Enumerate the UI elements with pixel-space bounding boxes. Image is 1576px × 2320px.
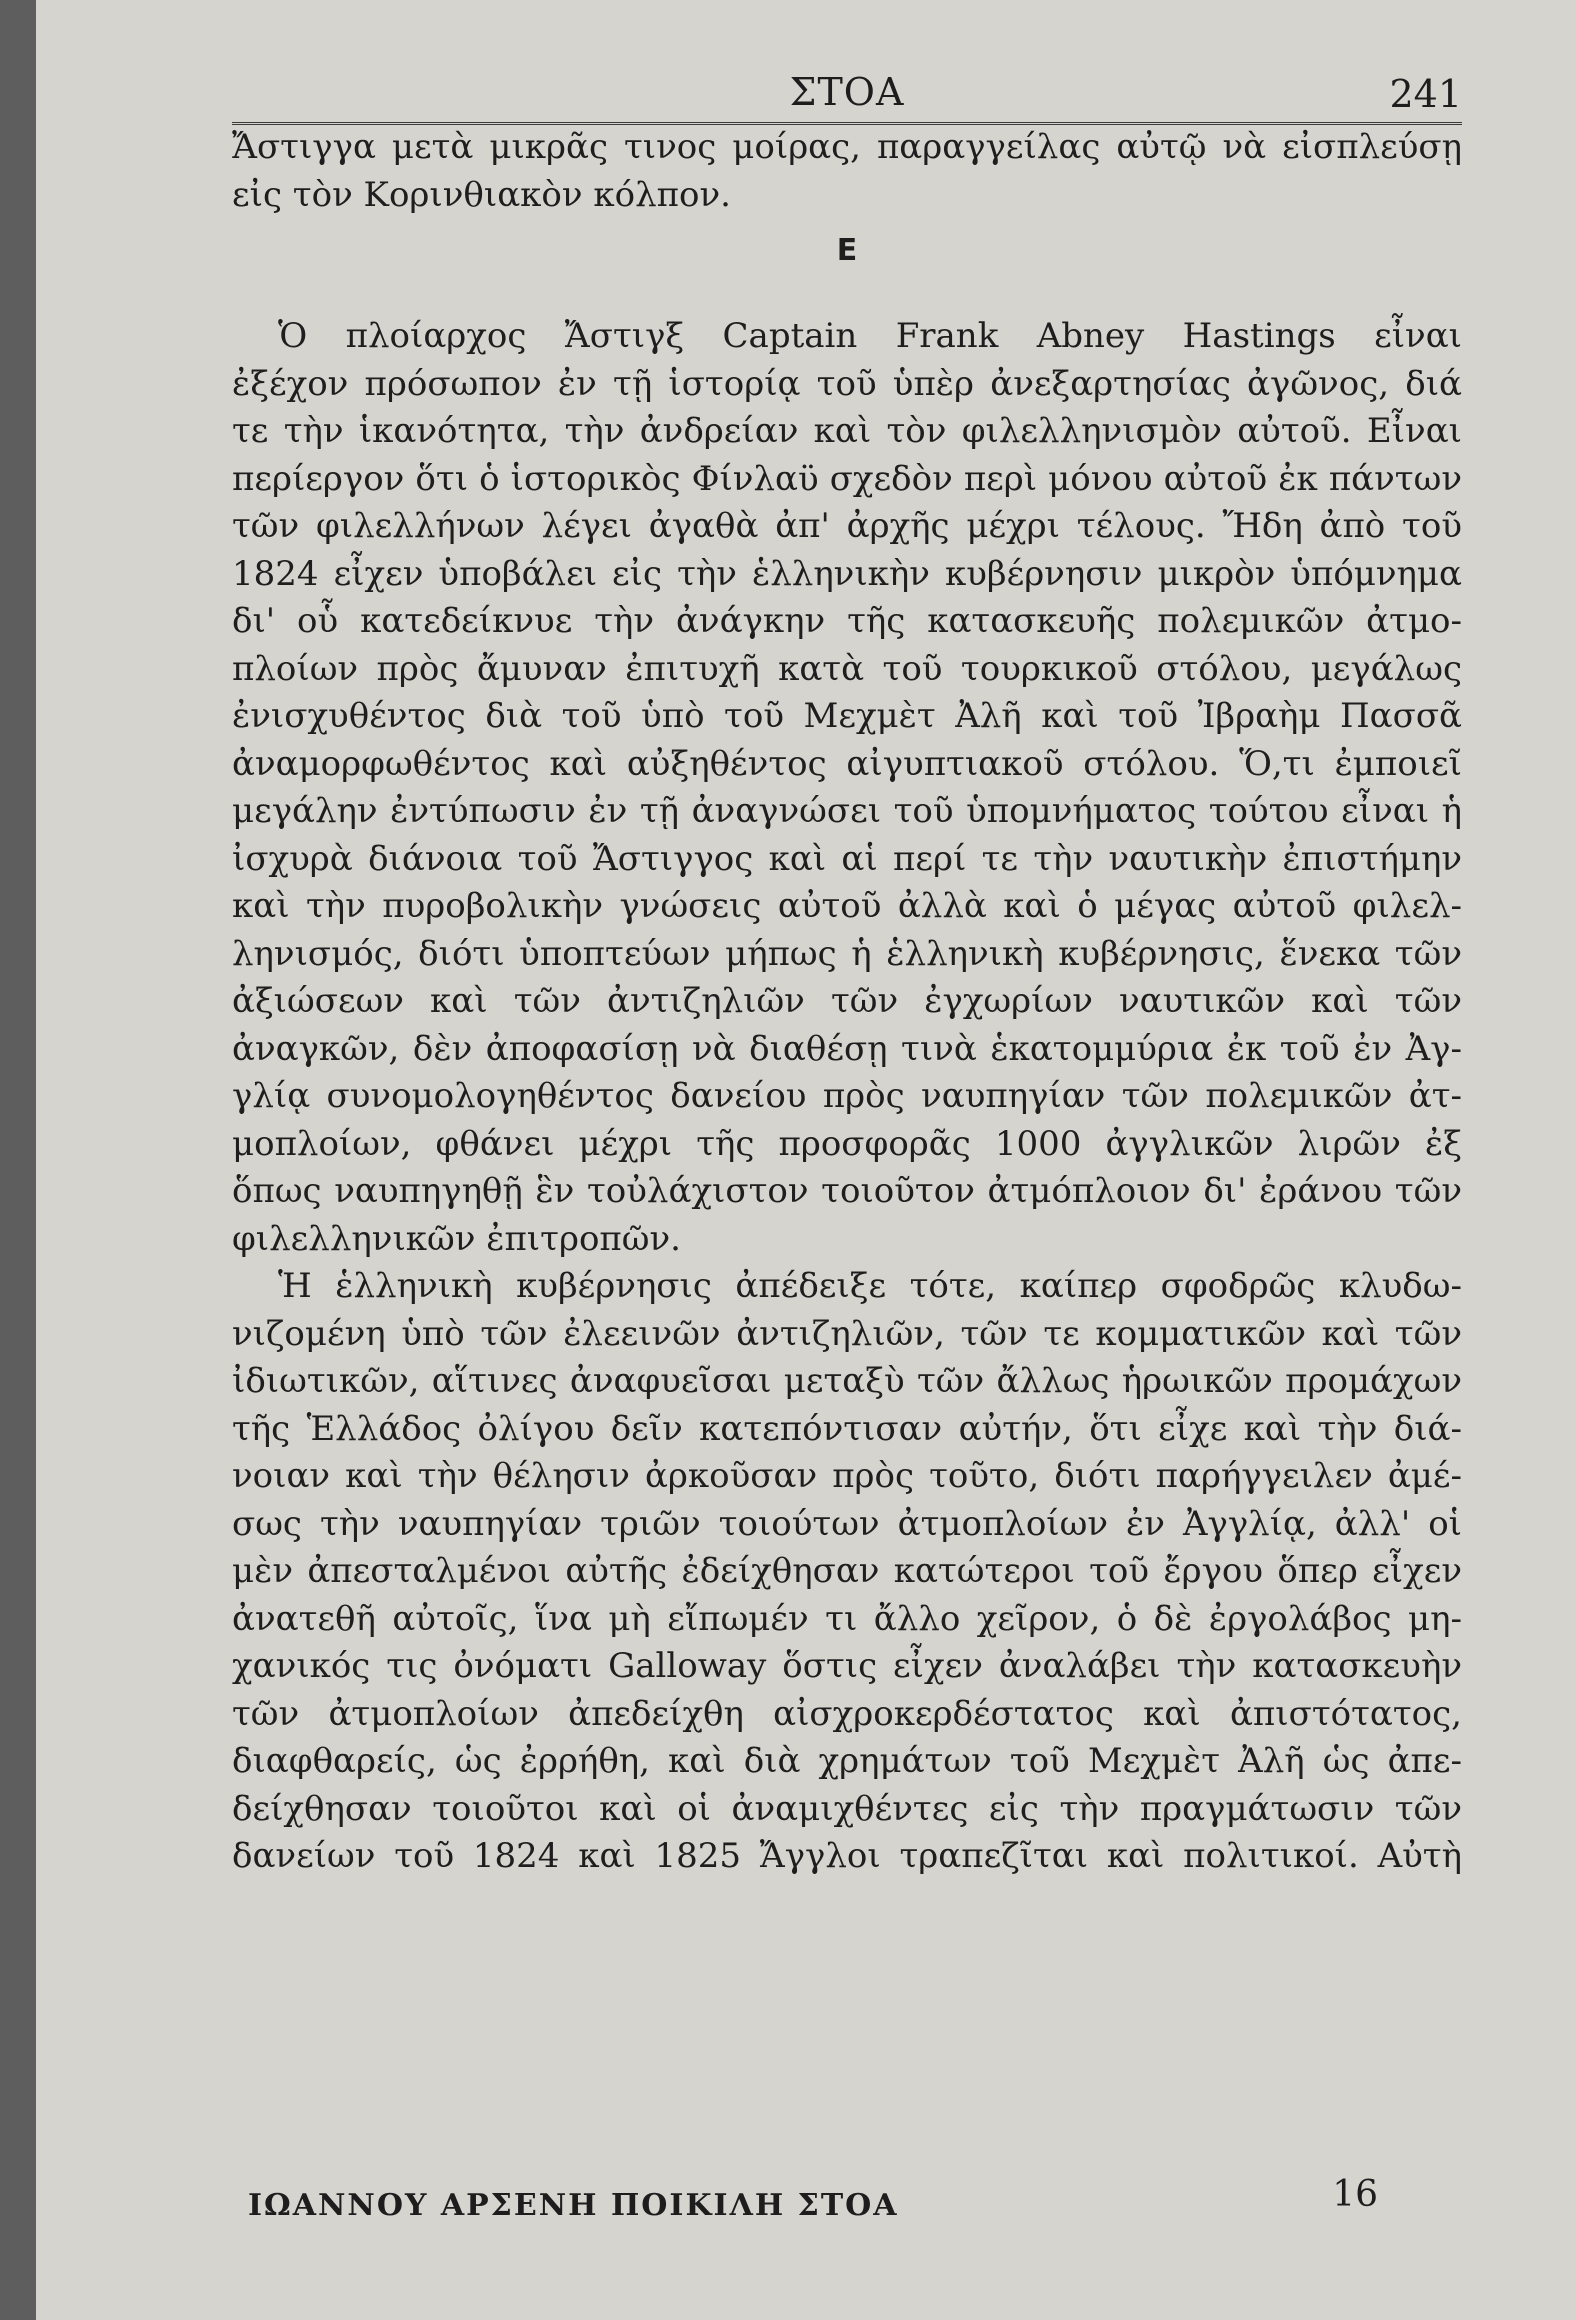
text-line: ἐξέχον πρόσωπον ἐν τῇ ἱστορίᾳ τοῦ ὑπὲρ ἀνεξαρτησίας ἀγῶνος, διά — [232, 363, 1462, 404]
text-line: δι' οὗ κατεδείκνυε τὴν ἀνάγκην τῆς κατασκευῆς πολεμικῶν ἀτμο- — [232, 601, 1462, 641]
text-line: τε τὴν ἱκανότητα, τὴν ἀνδρείαν καὶ τὸν φιλελληνισμὸν αὐτοῦ. Εἶναι — [232, 411, 1462, 451]
text-line: διαφθαρείς, ὡς ἐρρήθη, καὶ διὰ χρημάτων τοῦ Μεχμὲτ Ἀλῆ ὡς ἀπε- — [232, 1741, 1462, 1781]
book-page — [36, 0, 1576, 2320]
text-line: ἀναμορφωθέντος καὶ αὐξηθέντος αἰγυπτιακοῦ στόλου. Ὅ,τι ἐμποιεῖ — [232, 743, 1462, 784]
text-line: περίεργον ὅτι ὁ ἱστορικὸς Φίνλαϋ σχεδὸν περὶ μόνου αὐτοῦ ἐκ πάντων — [232, 458, 1462, 499]
text-line: τῆς Ἑλλάδος ὀλίγου δεῖν κατεπόντισαν αὐτήν, ὅτι εἶχε καὶ τὴν διά- — [232, 1408, 1462, 1449]
text-line: σως τὴν ναυπηγίαν τριῶν τοιούτων ἀτμοπλοίων ἐν Ἀγγλίᾳ, ἀλλ' οἱ — [232, 1503, 1462, 1544]
text-line: δανείων τοῦ 1824 καὶ 1825 Ἄγγλοι τραπεζῖται καὶ πολιτικοί. Αὐτὴ — [232, 1836, 1462, 1876]
section-mark: Ε — [836, 233, 858, 268]
body-text — [232, 124, 1462, 1881]
text-line: ὅπως ναυπηγηθῇ ἓν τοὐλάχιστον τοιοῦτον ἀτμόπλοιον δι' ἐράνου τῶν — [232, 1171, 1462, 1211]
text-line: καὶ τὴν πυροβολικὴν γνώσεις αὐτοῦ ἀλλὰ καὶ ὁ μέγας αὐτοῦ φιλελ- — [232, 886, 1462, 926]
text-line: νοιαν καὶ τὴν θέλησιν ἀρκοῦσαν πρὸς τοῦτο, διότι παρήγγειλεν ἀμέ- — [232, 1456, 1462, 1496]
text-line: γλίᾳ συνομολογηθέντος δανείου πρὸς ναυπηγίαν τῶν πολεμικῶν ἀτ- — [232, 1076, 1462, 1116]
text-line: ἀνατεθῆ αὐτοῖς, ἵνα μὴ εἴπωμέν τι ἄλλο χεῖρον, ὁ δὲ ἐργολάβος μη- — [232, 1598, 1462, 1639]
text-line: ἰσχυρὰ διάνοια τοῦ Ἄστιγγος καὶ αἱ περί τε τὴν ναυτικὴν ἐπιστήμην — [232, 838, 1462, 879]
text-line: μὲν ἀπεσταλμένοι αὐτῆς ἐδείχθησαν κατώτεροι τοῦ ἔργου ὅπερ εἶχεν — [232, 1551, 1462, 1591]
text-line: νιζομένη ὑπὸ τῶν ἐλεεινῶν ἀντιζηλιῶν, τῶν τε κομματικῶν καὶ τῶν — [232, 1313, 1462, 1354]
signature-number: 16 — [1332, 2174, 1378, 2215]
page-header — [232, 70, 1462, 130]
text-line: τῶν ἀτμοπλοίων ἀπεδείχθη αἰσχροκερδέστατος καὶ ἀπιστότατος, — [232, 1693, 1462, 1734]
text-line: ἰδιωτικῶν, αἵτινες ἀναφυεῖσαι μεταξὺ τῶν ἄλλως ἡρωικῶν προμάχων — [232, 1361, 1462, 1401]
running-title: ΣΤΟΑ — [789, 70, 905, 114]
text-line: εἰς τὸν Κορινθιακὸν κόλπον. — [232, 174, 731, 215]
text-line: ληνισμός, διότι ὑποπτεύων μήπως ἡ ἑλληνικὴ κυβέρνησις, ἕνεκα τῶν — [232, 933, 1462, 974]
text-line: δείχθησαν τοιοῦτοι καὶ οἱ ἀναμιχθέντες εἰς τὴν πραγμάτωσιν τῶν — [232, 1788, 1462, 1829]
text-line: μεγάλην ἐντύπωσιν ἐν τῇ ἀναγνώσει τοῦ ὑπομνήματος τούτου εἶναι ἡ — [232, 791, 1462, 831]
text-line: τῶν φιλελλήνων λέγει ἀγαθὰ ἀπ' ἀρχῆς μέχρι τέλους. Ἤδη ἀπὸ τοῦ — [232, 506, 1462, 546]
text-line: πλοίων πρὸς ἄμυναν ἐπιτυχῆ κατὰ τοῦ τουρκικοῦ στόλου, μεγάλως — [232, 648, 1462, 689]
text-line: 1824 εἶχεν ὑποβάλει εἰς τὴν ἑλληνικὴν κυβέρνησιν μικρὸν ὑπόμνημα — [232, 553, 1462, 594]
printer-signature: ΙΩΑΝΝΟΥ ΑΡΣΕΝΗ ΠΟΙΚΙΛΗ ΣΤΟΑ — [248, 2188, 899, 2223]
text-line: Ἡ ἑλληνικὴ κυβέρνησις ἀπέδειξε τότε, καίπερ σφοδρῶς κλυδω- — [278, 1266, 1462, 1306]
page-footer — [248, 2174, 1378, 2228]
text-line: φιλελληνικῶν ἐπιτροπῶν. — [232, 1218, 681, 1259]
text-line: ἐνισχυθέντος διὰ τοῦ ὑπὸ τοῦ Μεχμὲτ Ἀλῆ καὶ τοῦ Ἰβραὴμ Πασσᾶ — [232, 696, 1462, 736]
section-spacer — [232, 283, 1462, 313]
text-line: χανικός τις ὀνόματι Galloway ὅστις εἶχεν ἀναλάβει τὴν κατασκευὴν — [232, 1646, 1462, 1686]
text-line: μοπλοίων, φθάνει μέχρι τῆς προσφορᾶς 1000 ἀγγλικῶν λιρῶν ἐξ — [232, 1123, 1462, 1164]
text-line: Ἄστιγγα μετὰ μικρᾶς τινος μοίρας, παραγγείλας αὐτῷ νὰ εἰσπλεύσῃ — [232, 127, 1462, 167]
page-number: 241 — [1389, 72, 1462, 116]
text-line: Ὁ πλοίαρχος Ἄστιγξ Captain Frank Abney Hastings εἶναι — [278, 316, 1462, 356]
text-line: ἀξιώσεων καὶ τῶν ἀντιζηλιῶν τῶν ἐγχωρίων ναυτικῶν καὶ τῶν — [232, 981, 1462, 1021]
text-line: ἀναγκῶν, δὲν ἀποφασίσῃ νὰ διαθέσῃ τινὰ ἑκατομμύρια ἐκ τοῦ ἐν Ἀγ- — [232, 1028, 1462, 1069]
